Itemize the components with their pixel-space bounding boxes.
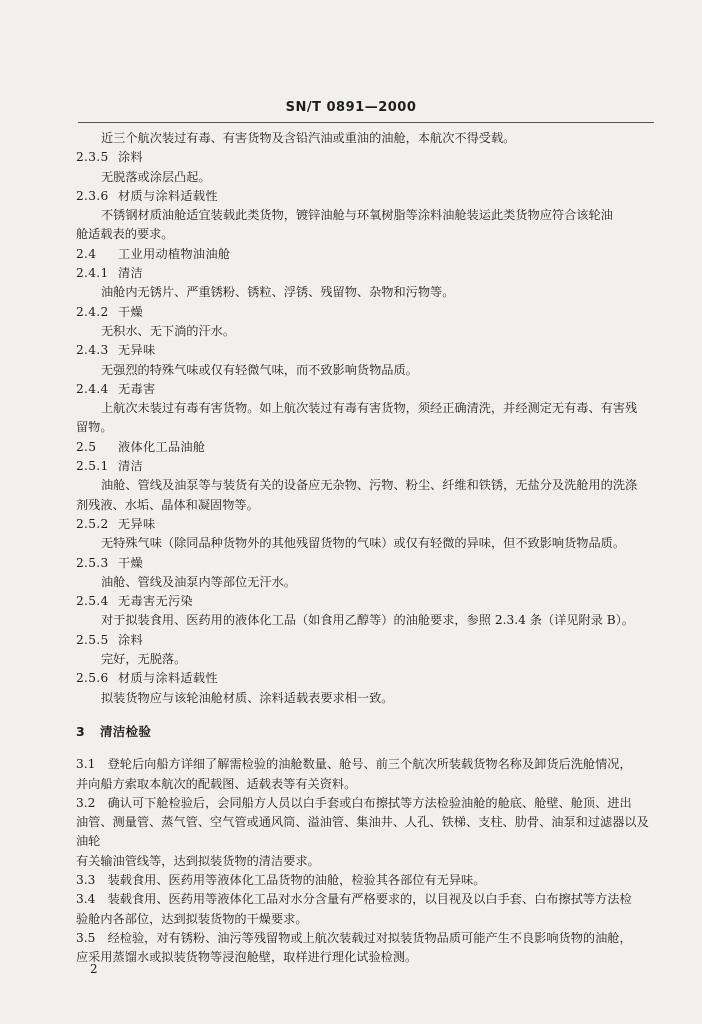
paragraph-line: 无积水、无下淌的汗水。 [101, 323, 236, 338]
clause-number: 2.4.4 [76, 381, 109, 396]
clause-heading [76, 669, 658, 688]
clause-heading [76, 148, 658, 167]
spacer [76, 708, 658, 722]
clause-title: 涂料 [118, 150, 143, 165]
clause-heading [76, 631, 658, 650]
header-rule [78, 122, 654, 123]
clause-title: 材质与涂料适载性 [118, 188, 218, 203]
section-heading [76, 722, 658, 741]
clause-number: 2.5.6 [76, 671, 109, 686]
clause-number: 2.3.5 [76, 150, 109, 165]
paragraph-line: 3.5 经检验，对有锈粉、油污等残留物或上航次装载过对拟装货物品质可能产生不良影响货物的油舱， [76, 930, 632, 945]
clause-heading [76, 438, 658, 457]
clause-heading [76, 245, 658, 264]
paragraph-line: 近三个航次装过有毒、有害货物及含铅汽油或重油的油舱，本航次不得受载。 [101, 131, 516, 145]
paragraph-line: 舱适载表的要求。 [76, 227, 174, 242]
standard-number-header: SN/T 0891—2000 [285, 100, 417, 115]
clause-heading [76, 457, 658, 476]
paragraph-line: 并向船方索取本航次的配载图、适载表等有关资料。 [76, 776, 357, 791]
spacer [76, 741, 658, 755]
clause-title: 无毒害无污染 [118, 594, 193, 609]
clause-number: 2.5.4 [76, 594, 109, 609]
document-body [76, 129, 658, 967]
paragraph-line: 3.1 登轮后向船方详细了解需检验的油舱数量、舱号、前三个航次所装载货物名称及卸货后洗舱情况， [76, 757, 632, 772]
clause-number: 2.4.3 [76, 343, 109, 358]
clause-title: 干燥 [118, 555, 143, 570]
clause-number: 2.4.2 [76, 304, 109, 319]
clause-title: 无异味 [118, 343, 156, 358]
paragraph-line: 无脱落或涂层凸起。 [101, 169, 211, 184]
paragraph-line: 3.4 装载食用、医药用等液体化工品对水分含量有严格要求的，以目视及以白手套、白布擦拭等方法检 [76, 892, 632, 907]
clause-number: 2.5 [76, 439, 97, 454]
clause-heading [76, 515, 658, 534]
clause-title: 无异味 [118, 516, 156, 531]
paragraph-line: 拟装货物应与该轮油舱材质、涂料适载表要求相一致。 [101, 690, 394, 705]
clause-title: 干燥 [118, 304, 143, 319]
paragraph-line: 对于拟装食用、医药用的液体化工品（如食用乙醇等）的油舱要求，参照 2.3.4 条（详见附录 B）。 [101, 613, 634, 628]
clause-number: 2.4 [76, 246, 97, 261]
paragraph-line: 无强烈的特殊气味或仅有轻微气味，而不致影响货物品质。 [101, 362, 418, 377]
clause-number: 2.3.6 [76, 188, 109, 203]
clause-number: 2.4.1 [76, 266, 109, 281]
paragraph-line: 无特殊气味（除同品种货物外的其他残留货物的气味）或仅有轻微的异味，但不致影响货物品质。 [101, 536, 626, 551]
clause-number: 3 [76, 723, 85, 739]
paragraph-line: 油舱内无锈片、严重锈粉、锈粒、浮锈、残留物、杂物和污物等。 [101, 285, 455, 300]
paragraph-line: 有关输油管线等，达到拟装货物的清洁要求。 [76, 853, 320, 868]
clause-heading [76, 592, 658, 611]
clause-number: 2.5.5 [76, 632, 109, 647]
paragraph-line: 3.3 装载食用、医药用等液体化工品货物的油舱，检验其各部位有无异味。 [76, 872, 486, 887]
clause-title: 清洁检验 [100, 723, 152, 739]
paragraph-line: 应采用蒸馏水或拟装货物等浸泡舱壁，取样进行理化试验检测。 [76, 950, 418, 965]
paragraph-line: 油管、测量管、蒸气管、空气管或通风筒、溢油管、集油井、人孔、铁梯、支柱、肋骨、油泵和过滤器以及油轮 [76, 815, 649, 849]
clause-heading [76, 303, 658, 322]
clause-title: 涂料 [118, 632, 143, 647]
clause-heading [76, 341, 658, 360]
clause-heading [76, 380, 658, 399]
paragraph-line: 上航次未装过有毒有害货物。如上航次装过有毒有害货物，须经正确清洗，并经测定无有毒、有害残 [101, 401, 638, 416]
clause-title: 清洁 [118, 266, 143, 281]
paragraph-line: 3.2 确认可下舱检验后，会同船方人员以白手套或白布擦拭等方法检验油舱的舱底、舱壁、舱顶、进出 [76, 795, 632, 810]
clause-number: 2.5.3 [76, 555, 109, 570]
paragraph-line: 不锈钢材质油舱适宜装载此类货物，镀锌油舱与环氧树脂等涂料油舱装运此类货物应符合该轮油 [101, 208, 613, 223]
clause-title: 工业用动植物油油舱 [118, 246, 231, 261]
paragraph-line: 完好，无脱落。 [101, 652, 187, 667]
paragraph-line: 油舱、管线及油泵等与装货有关的设备应无杂物、污物、粉尘、纤维和铁锈，无盐分及洗舱用的洗涤 [101, 478, 638, 493]
clause-title: 材质与涂料适载性 [118, 671, 218, 686]
clause-heading [76, 554, 658, 573]
clause-title: 液体化工品油舱 [118, 439, 206, 454]
page-number: 2 [90, 962, 98, 976]
paragraph-line: 油舱、管线及油泵内等部位无汗水。 [101, 574, 296, 589]
paragraph-line: 留物。 [76, 420, 113, 435]
clause-number: 2.5.1 [76, 459, 109, 474]
clause-heading [76, 187, 658, 206]
paragraph-line: 验舱内各部位，达到拟装货物的干燥要求。 [76, 911, 308, 926]
clause-heading [76, 264, 658, 283]
paragraph-line: 剂残液、水垢、晶体和凝固物等。 [76, 497, 259, 512]
clause-title: 清洁 [118, 459, 143, 474]
clause-number: 2.5.2 [76, 516, 109, 531]
clause-title: 无毒害 [118, 381, 156, 396]
